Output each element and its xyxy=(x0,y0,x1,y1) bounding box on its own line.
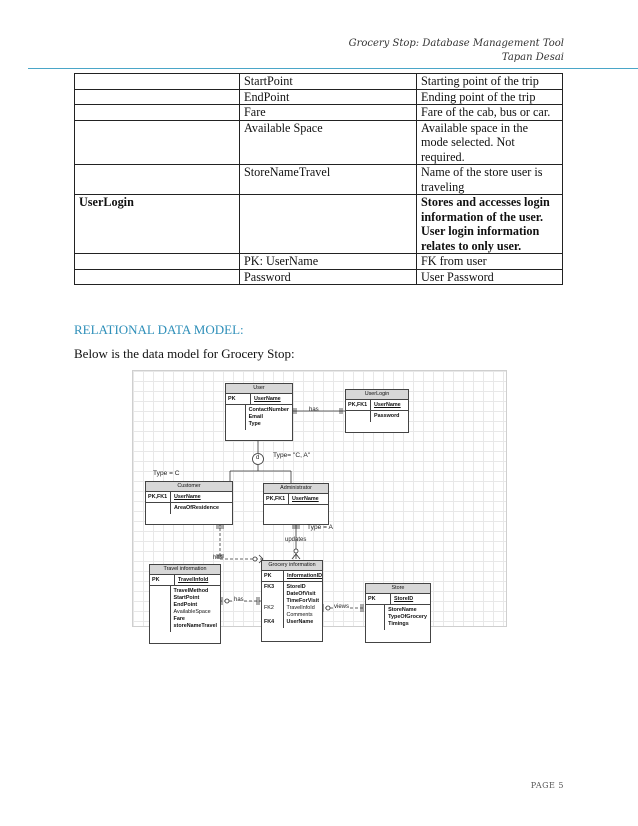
table-row: StartPoint Starting point of the trip xyxy=(75,74,563,90)
label-disjoint-d: d xyxy=(256,455,260,461)
header-title: Grocery Stop: Database Management Tool xyxy=(348,38,564,49)
section-heading: RELATIONAL DATA MODEL: xyxy=(74,322,244,337)
header-author: Tapan Desai xyxy=(501,52,564,63)
label-type-ca: Type= "C, A" xyxy=(273,452,311,459)
entity-administrator: Administrator PK,FK1 UserName xyxy=(263,483,329,525)
entity-user: User PK UserName ContactNumber Email Type xyxy=(225,383,293,441)
entity-grocery-information: Grocery information PK InformationID FK3 FK2 FK4 StoreID DateOfVisit TimeForVisit TravelInfoId Comments UserName xyxy=(261,560,323,642)
intro-text: Below is the data model for Grocery Stop: xyxy=(74,346,295,361)
table-row: Password User Password xyxy=(75,269,563,285)
attribute-table xyxy=(74,73,563,285)
page-number: PAGE 5 xyxy=(530,781,564,790)
er-diagram xyxy=(132,370,507,627)
table-row: Fare Fare of the cab, bus or car. xyxy=(75,105,563,121)
entity-travel-information: Travel information PK TravelInfoId TravelMethod StartPoint EndPoint AvailableSpace Fare storeNameTravel xyxy=(149,564,221,644)
label-has-customer: has xyxy=(213,555,223,561)
table-row: UserLogin Stores and accesses login information of the user. User login information relates to only user. xyxy=(75,195,563,254)
header-divider xyxy=(28,68,638,69)
table-row: Available Space Available space in the mode selected. Not required. xyxy=(75,120,563,165)
label-views: views xyxy=(334,604,350,610)
table-row: StoreNameTravel Name of the store user is traveling xyxy=(75,165,563,195)
entity-customer: Customer PK,FK1 UserName AreaOfResidence xyxy=(145,481,233,525)
label-updates: updates xyxy=(285,537,307,543)
entity-store: Store PK StoreID StoreName TypeOfGrocery Timings xyxy=(365,583,431,643)
label-type-a: Type = A xyxy=(307,524,333,531)
table-row: PK: UserName FK from user xyxy=(75,254,563,270)
table-row: EndPoint Ending point of the trip xyxy=(75,89,563,105)
label-type-c: Type = C xyxy=(153,470,180,477)
label-has-userlogin: has xyxy=(309,407,319,413)
entity-userlogin: UserLogin PK,FK1 UserName Password xyxy=(345,389,409,433)
label-has-travel: has xyxy=(234,597,244,603)
